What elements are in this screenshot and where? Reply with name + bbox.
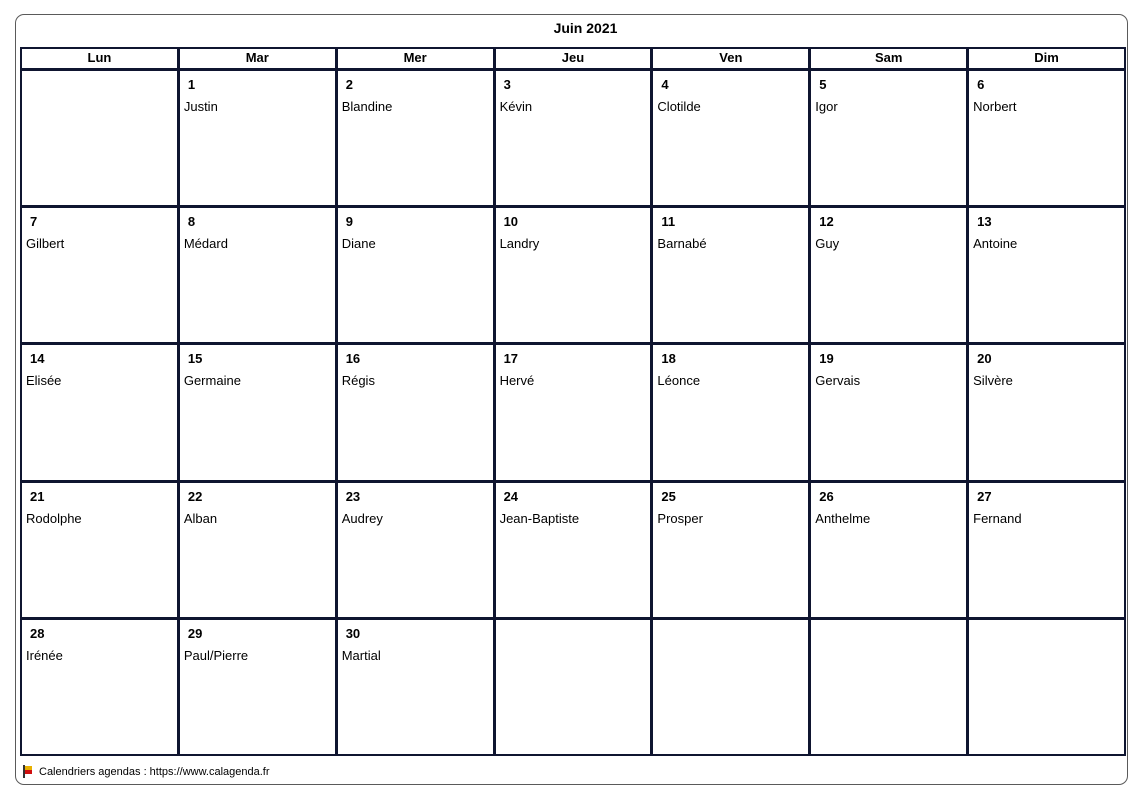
day-cell	[969, 345, 1124, 479]
day-number: 25	[661, 488, 676, 504]
saint-name: Jean-Baptiste	[499, 510, 580, 526]
footer-text: Calendriers agendas : https://www.calagenda.fr	[39, 765, 270, 778]
saint-name: Guy	[815, 236, 840, 252]
saint-name: Anthelme	[815, 510, 871, 526]
saint-name: Alban	[183, 510, 218, 526]
day-cell	[811, 208, 966, 342]
day-cell	[22, 620, 177, 754]
day-cell	[22, 483, 177, 617]
weekday-header: Ven	[653, 49, 808, 68]
day-cell	[338, 208, 493, 342]
day-cell	[811, 71, 966, 205]
flag-icon	[22, 765, 34, 778]
day-cell	[653, 620, 808, 754]
day-cell	[22, 71, 177, 205]
day-number: 18	[661, 351, 676, 367]
day-number: 20	[977, 351, 992, 367]
weekday-header: Dim	[969, 49, 1124, 68]
day-number: 7	[30, 214, 38, 230]
day-cell	[811, 483, 966, 617]
day-number: 27	[977, 488, 992, 504]
day-number: 14	[30, 351, 45, 367]
day-cell	[969, 208, 1124, 342]
saint-name: Léonce	[657, 373, 701, 389]
saint-name: Prosper	[657, 510, 703, 526]
day-number: 26	[819, 488, 834, 504]
saint-name: Diane	[341, 236, 376, 252]
saint-name: Germaine	[183, 373, 241, 389]
footer	[22, 765, 270, 778]
calendar-title: Juin 2021	[553, 20, 618, 36]
day-cell	[22, 208, 177, 342]
saint-name: Barnabé	[657, 236, 707, 252]
saint-name: Landry	[499, 236, 540, 252]
day-cell	[180, 620, 335, 754]
day-cell	[180, 345, 335, 479]
day-cell	[969, 71, 1124, 205]
saint-name: Justin	[183, 99, 218, 114]
day-number: 6	[977, 77, 985, 92]
day-number: 17	[503, 351, 519, 367]
day-cell	[338, 71, 493, 205]
day-number: 8	[187, 214, 196, 230]
saint-name: Silvère	[973, 373, 1013, 389]
day-cell	[653, 345, 808, 479]
day-number: 12	[819, 214, 834, 230]
day-number: 28	[30, 625, 45, 641]
day-number: 24	[503, 488, 519, 504]
day-number: 5	[819, 77, 827, 92]
day-cell	[811, 345, 966, 479]
day-number: 22	[187, 488, 203, 504]
saint-name: Blandine	[341, 99, 393, 114]
weekday-header: Mar	[180, 49, 335, 68]
day-number: 30	[345, 625, 361, 641]
day-cell	[969, 620, 1124, 754]
saint-name: Antoine	[973, 236, 1018, 252]
day-cell	[496, 483, 651, 617]
day-number: 13	[977, 214, 992, 230]
day-number: 21	[30, 488, 45, 504]
day-cell	[338, 620, 493, 754]
day-number: 23	[345, 488, 361, 504]
day-cell	[22, 345, 177, 479]
saint-name: Elisée	[26, 373, 62, 389]
calendar-grid	[20, 47, 1126, 756]
saint-name: Gervais	[815, 373, 861, 389]
day-number: 1	[187, 77, 196, 92]
day-number: 11	[661, 214, 676, 230]
saint-name: Fernand	[973, 510, 1022, 526]
saint-name: Irénée	[26, 647, 63, 663]
day-cell	[653, 71, 808, 205]
day-number: 9	[345, 214, 353, 230]
saint-name: Audrey	[341, 510, 383, 526]
day-cell	[969, 483, 1124, 617]
day-number: 29	[187, 625, 203, 641]
day-cell	[180, 71, 335, 205]
saint-name: Kévin	[499, 99, 533, 114]
day-number: 2	[345, 77, 353, 92]
day-cell	[496, 345, 651, 479]
day-cell	[496, 620, 651, 754]
weekday-header: Mer	[338, 49, 493, 68]
saint-name: Martial	[341, 647, 381, 663]
day-number: 3	[503, 77, 511, 92]
saint-name: Paul/Pierre	[183, 647, 249, 663]
saint-name: Hervé	[499, 373, 535, 389]
day-number: 4	[661, 77, 669, 92]
day-cell	[496, 71, 651, 205]
saint-name: Médard	[183, 236, 228, 252]
saint-name: Gilbert	[26, 236, 65, 252]
day-number: 16	[345, 351, 361, 367]
saint-name: Igor	[815, 99, 838, 114]
saint-name: Rodolphe	[26, 510, 82, 526]
day-cell	[653, 483, 808, 617]
weekday-header: Lun	[22, 49, 177, 68]
day-cell	[338, 345, 493, 479]
day-cell	[180, 483, 335, 617]
day-number: 15	[187, 351, 203, 367]
day-cell	[496, 208, 651, 342]
day-cell	[811, 620, 966, 754]
saint-name: Régis	[341, 373, 375, 389]
day-cell	[180, 208, 335, 342]
saint-name: Norbert	[973, 99, 1017, 114]
day-cell	[653, 208, 808, 342]
day-number: 10	[503, 214, 519, 230]
day-number: 19	[819, 351, 834, 367]
saint-name: Clotilde	[657, 99, 701, 114]
weekday-header: Jeu	[496, 49, 651, 68]
weekday-header: Sam	[811, 49, 966, 68]
day-cell	[338, 483, 493, 617]
